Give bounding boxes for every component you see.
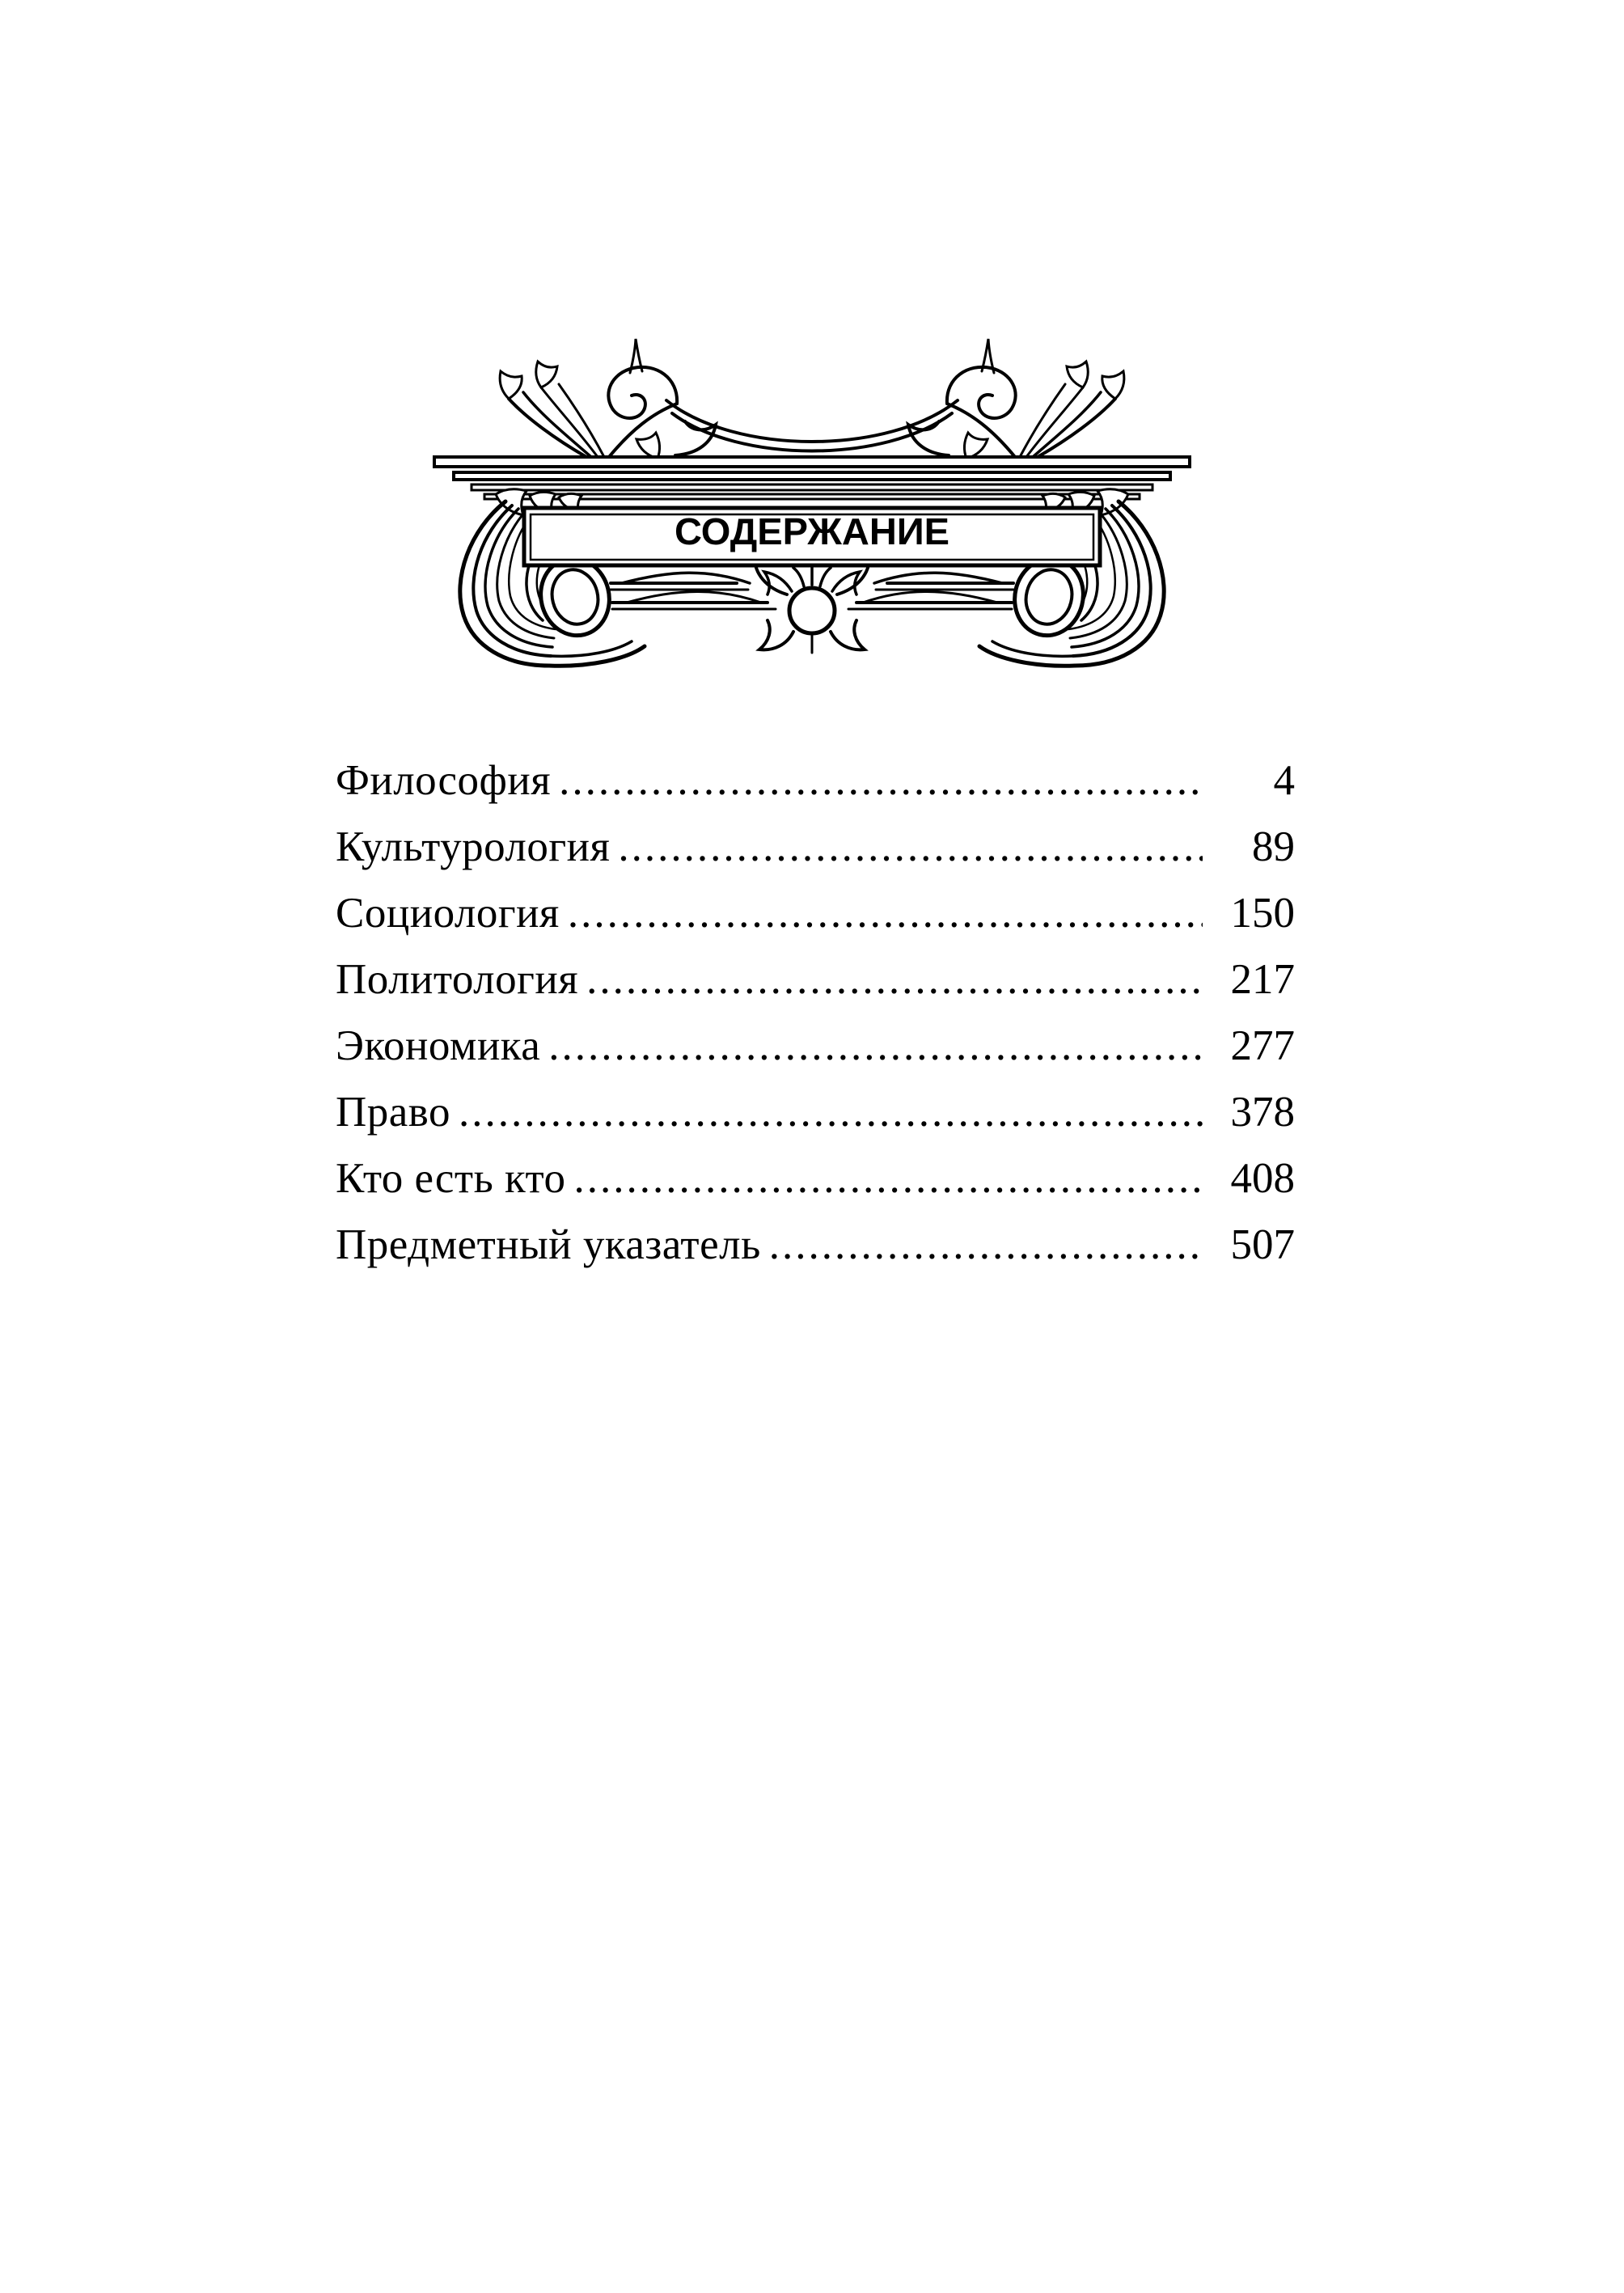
toc-page-number: 507 bbox=[1230, 1221, 1295, 1268]
toc-dot-leader bbox=[459, 1079, 1203, 1145]
ornament-swag bbox=[666, 400, 958, 451]
title-panel bbox=[524, 508, 1100, 565]
toc-entry bbox=[336, 1079, 1295, 1145]
toc-entry-label: Философия bbox=[336, 757, 552, 804]
toc-dot-leader bbox=[586, 946, 1203, 1013]
toc-entry bbox=[336, 880, 1295, 946]
toc-page-number: 378 bbox=[1230, 1089, 1295, 1136]
toc-dot-leader bbox=[618, 814, 1203, 880]
toc-list bbox=[336, 747, 1295, 1278]
toc-dot-leader bbox=[559, 747, 1203, 814]
toc-dot-leader bbox=[568, 880, 1203, 946]
toc-entry-label: Социология bbox=[336, 890, 560, 937]
toc-entry-label: Политология bbox=[336, 956, 579, 1003]
contents-title: СОДЕРЖАНИЕ bbox=[675, 510, 949, 552]
toc-entry-label: Право bbox=[336, 1089, 450, 1136]
toc-entry bbox=[336, 1013, 1295, 1079]
toc-dot-leader bbox=[574, 1145, 1203, 1212]
toc-entry bbox=[336, 946, 1295, 1013]
toc-page-number: 217 bbox=[1230, 956, 1295, 1003]
toc-page-number: 408 bbox=[1230, 1155, 1295, 1202]
toc-page-number: 150 bbox=[1230, 890, 1295, 937]
ornament-scroll-top-left bbox=[500, 339, 716, 459]
ornament-header bbox=[428, 336, 1196, 683]
toc-dot-leader bbox=[769, 1212, 1203, 1278]
toc-page-number: 89 bbox=[1252, 823, 1295, 870]
ornament-graphic bbox=[428, 336, 1196, 683]
toc-page-number: 4 bbox=[1273, 757, 1295, 804]
toc-entry-label: Кто есть кто bbox=[336, 1155, 566, 1202]
toc-entry-label: Предметный указатель bbox=[336, 1221, 761, 1268]
ornament-palmette-center bbox=[755, 554, 869, 653]
toc-entry bbox=[336, 1212, 1295, 1278]
toc-entry bbox=[336, 747, 1295, 814]
toc-page-number: 277 bbox=[1230, 1022, 1295, 1069]
toc-dot-leader bbox=[548, 1013, 1203, 1079]
toc-entry-label: Культурология bbox=[336, 823, 611, 870]
toc-entry bbox=[336, 1145, 1295, 1212]
toc-entry bbox=[336, 814, 1295, 880]
toc-entry-label: Экономика bbox=[336, 1022, 541, 1069]
